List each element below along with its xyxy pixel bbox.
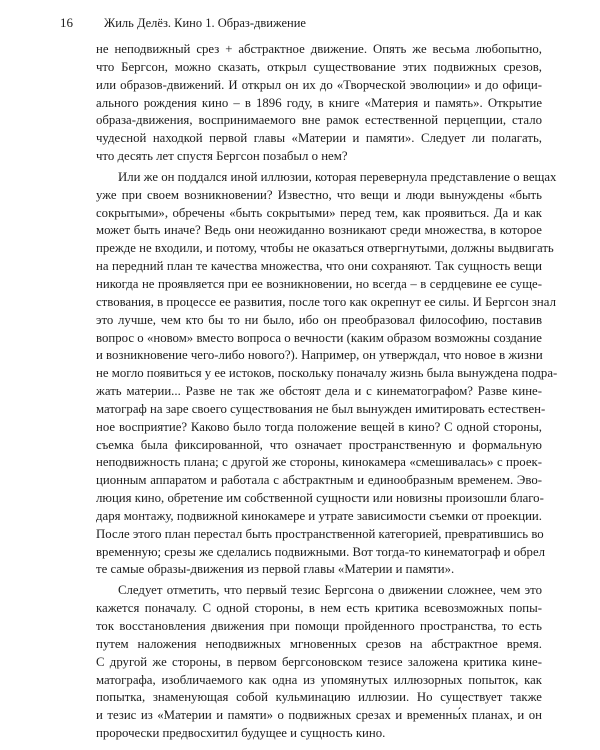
text-line: временную; срезы же сделались подвижными. Вот тогда-то кинематограф и обрел [96,544,546,559]
text-line: те самые образы-движения из первой главы «Материи и памяти». [96,562,455,577]
text-line: ального рождения кино – в 1896 году, в книге «Материя и память». Открытие [96,95,542,110]
text-line: матографа, изобличаемого как одна из упомянутых иллюзорных попыток, как [96,672,542,687]
text-line: не неподвижный срез + абстрактное движение. Опять же весьма любопытно, [96,42,542,56]
text-line: не могло появиться у ее истоков, поскольку поначалу жизнь была вынуждена подра- [96,366,558,381]
text-line: что десять лет спустя Бергсон позабыл о нем? [96,149,348,164]
text-line: и возникновение чего-либо нового?). Например, он утверждал, что новое в жизни [96,348,543,363]
text-line: неподвижность плана; с другой же стороны, кинокамера «смешивалась» с проек- [96,455,542,470]
text-line: никогда не проявляется при ее возникновении, но всегда – в сердцевине ее суще- [96,276,542,291]
text-line: прежде не входили, и потому, чтобы не оказаться отвергнутыми, должны выдвигать [96,241,554,256]
text-line: путем наложения неподвижных мгновенных срезов на абстрактное время. [96,636,542,651]
text-line: попытка, знаменующая собой кульминацию иллюзии. Но существует также [96,690,542,705]
text-line: ционным аппаратом и работала с абстрактным и единообразным временем. Эво- [96,473,542,488]
text-line: кажется поначалу. С одной стороны, в нем есть критика всевозможных попы- [96,601,542,616]
text-line: на передний план те качества множества, что они сохраняют. Так сущность вещи [96,259,542,274]
paragraph [96,41,542,166]
text-line: ное восприятие? Каково было тогда положение вещей в кино? С одной стороны, [96,419,542,434]
text-line: пророчески предвосхитил будущее и сущность кино. [96,726,386,741]
text-line: ток восстановления движения при помощи пройденного пространства, то есть [96,619,542,633]
text-line: После этого план перестал быть пространственной категорией, превратившись во [96,526,544,541]
text-line: может быть иначе? Ведь они неожиданно возникают среди множества, в которое [96,223,542,238]
text-line: Следует отметить, что первый тезис Бергсона о движении сложнее, чем это [118,583,542,598]
text-line: это лучше, чем кто бы то ни было, ибо он преобразовал философию, поставив [96,312,542,327]
text-line: люция кино, обретение им собственной сущности или новизны произошли благо- [96,491,544,506]
page-number: 16 [60,15,73,30]
text-line: Или же он поддался иной иллюзии, которая перевернула представление о вещах [118,169,557,184]
text-line: чудесной находкой первой главы «Материи и памяти». Следует ли полагать, [96,131,542,146]
paragraph [96,169,558,579]
text-line: вопрос о «новом» вместо вопроса о вечности (каким образом возможны создание [96,330,542,345]
text-line: уже при своем возникновении? Известно, что вещи и люди вынуждены «быть [96,187,542,202]
text-line: С другой же стороны, в первом бергсоновском тезисе заложена критика кине- [96,654,542,669]
text-line: жать материи... Разве не так же обстоят дела и с кинематографом? Разве кине- [96,384,542,399]
paragraph [96,582,542,743]
text-line: сокрытыми», обречены «быть сокрытыми» перед тем, как проявиться. Да и как [96,205,542,220]
text-line: ствования, в процессе ее развития, после того как окрепнут ее силы. И Бергсон знал [96,294,556,309]
text-line: съемка была фиксированной, что означает пространственную и формальную [96,437,542,452]
text-line: что Бергсон, можно сказать, открыл существование этих подвижных срезов, [96,59,542,74]
text-line: и тезис из «Материи и памяти» о подвижных срезах и временны́х планах, и он [96,708,542,723]
text-line: образа-движения, воспринимаемого вне рамок естественной перцепции, стало [96,113,542,128]
body-text [96,41,558,743]
text-line: даря монтажу, подвижной кинокамере и утрате зависимости съемки от проекции. [96,508,542,523]
running-title: Жиль Делёз. Кино 1. Образ-движение [104,16,306,30]
text-line: или образов-движений. И открыл он их до «Творческой эволюции» и до офици- [96,77,542,92]
text-line: матограф на заре своего существования не был вынужден имитировать естествен- [96,401,546,416]
